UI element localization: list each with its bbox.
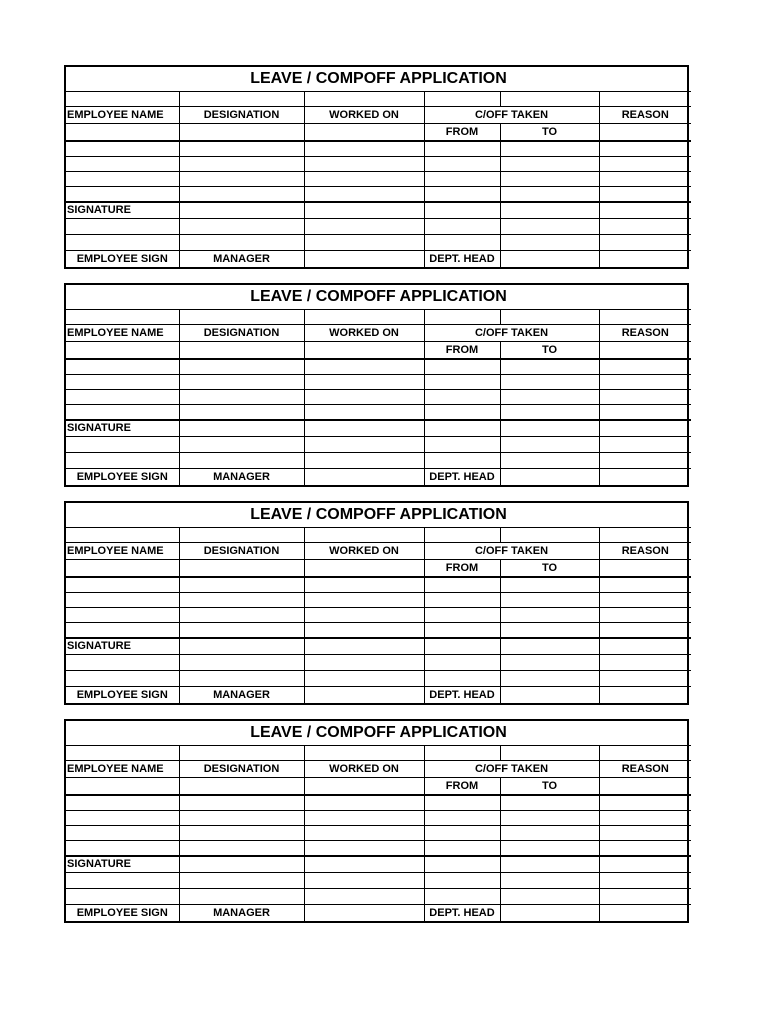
signature-cell[interactable] bbox=[500, 670, 599, 686]
signature-cell[interactable] bbox=[66, 218, 179, 234]
header-designation: DESIGNATION bbox=[179, 325, 304, 342]
signature-cell[interactable] bbox=[179, 218, 304, 234]
entry-cell[interactable] bbox=[304, 359, 424, 374]
entry-cell[interactable] bbox=[304, 826, 424, 841]
signature-cell[interactable] bbox=[599, 218, 691, 234]
signature-cell[interactable] bbox=[599, 872, 691, 888]
header-to: TO bbox=[500, 342, 599, 359]
signature-cell[interactable] bbox=[304, 872, 424, 888]
signature-cell[interactable] bbox=[500, 654, 599, 670]
entry-cell[interactable] bbox=[66, 795, 179, 810]
entry-cell[interactable] bbox=[66, 577, 179, 592]
header-reason: REASON bbox=[599, 543, 691, 560]
worked-on-cell[interactable] bbox=[304, 124, 424, 141]
footer-dept-head: DEPT. HEAD bbox=[424, 905, 500, 921]
header-designation: DESIGNATION bbox=[179, 543, 304, 560]
signature-cell[interactable] bbox=[424, 234, 500, 250]
entry-cell[interactable] bbox=[500, 405, 599, 420]
entry-cell[interactable] bbox=[66, 592, 179, 607]
form-grid bbox=[66, 67, 691, 267]
entry-cell[interactable] bbox=[599, 141, 691, 156]
entry-cell[interactable] bbox=[424, 810, 500, 825]
signature-cell[interactable] bbox=[179, 436, 304, 452]
entry-cell[interactable] bbox=[304, 390, 424, 405]
entry-cell[interactable] bbox=[599, 577, 691, 592]
entry-cell[interactable] bbox=[179, 795, 304, 810]
signature-cell[interactable] bbox=[500, 436, 599, 452]
footer-employee-sign: EMPLOYEE SIGN bbox=[66, 687, 179, 703]
entry-cell[interactable] bbox=[66, 187, 179, 202]
signature-cell[interactable] bbox=[500, 452, 599, 468]
entry-cell[interactable] bbox=[599, 623, 691, 638]
header-designation: DESIGNATION bbox=[179, 107, 304, 124]
entry-cell[interactable] bbox=[500, 390, 599, 405]
signature-cell[interactable] bbox=[304, 888, 424, 904]
signature-label: SIGNATURE bbox=[66, 638, 179, 654]
reason-cell[interactable] bbox=[599, 778, 691, 795]
entry-cell[interactable] bbox=[179, 374, 304, 389]
worked-on-cell[interactable] bbox=[304, 560, 424, 577]
reason-cell[interactable] bbox=[599, 342, 691, 359]
signature-cell[interactable] bbox=[500, 218, 599, 234]
header-from: FROM bbox=[424, 124, 500, 141]
signature-cell[interactable] bbox=[599, 888, 691, 904]
entry-cell[interactable] bbox=[599, 405, 691, 420]
entry-cell[interactable] bbox=[424, 826, 500, 841]
entry-cell[interactable] bbox=[424, 390, 500, 405]
entry-cell[interactable] bbox=[304, 577, 424, 592]
entry-cell[interactable] bbox=[304, 141, 424, 156]
entry-cell[interactable] bbox=[424, 187, 500, 202]
entry-cell[interactable] bbox=[599, 156, 691, 171]
entry-cell[interactable] bbox=[179, 592, 304, 607]
entry-cell[interactable] bbox=[599, 608, 691, 623]
employee-name-cell[interactable] bbox=[66, 342, 179, 359]
entry-cell[interactable] bbox=[500, 608, 599, 623]
signature-cell[interactable] bbox=[179, 654, 304, 670]
header-reason: REASON bbox=[599, 761, 691, 778]
entry-cell[interactable] bbox=[179, 608, 304, 623]
entry-cell[interactable] bbox=[179, 810, 304, 825]
header-coff-taken: C/OFF TAKEN bbox=[424, 761, 599, 778]
entry-cell[interactable] bbox=[66, 405, 179, 420]
signature-cell[interactable] bbox=[599, 654, 691, 670]
entry-cell[interactable] bbox=[500, 359, 599, 374]
form-title: LEAVE / COMPOFF APPLICATION bbox=[66, 503, 691, 527]
header-from: FROM bbox=[424, 342, 500, 359]
entry-cell[interactable] bbox=[304, 172, 424, 187]
worked-on-cell[interactable] bbox=[304, 342, 424, 359]
entry-cell[interactable] bbox=[424, 156, 500, 171]
form-title: LEAVE / COMPOFF APPLICATION bbox=[66, 67, 691, 91]
entry-cell[interactable] bbox=[66, 623, 179, 638]
entry-cell[interactable] bbox=[599, 810, 691, 825]
entry-cell[interactable] bbox=[66, 374, 179, 389]
footer-dept-head: DEPT. HEAD bbox=[424, 687, 500, 703]
entry-cell[interactable] bbox=[599, 826, 691, 841]
entry-cell[interactable] bbox=[500, 374, 599, 389]
signature-cell[interactable] bbox=[304, 654, 424, 670]
entry-cell[interactable] bbox=[424, 374, 500, 389]
signature-cell[interactable] bbox=[179, 452, 304, 468]
header-coff-taken: C/OFF TAKEN bbox=[424, 107, 599, 124]
signature-cell[interactable] bbox=[179, 234, 304, 250]
signature-cell[interactable] bbox=[424, 218, 500, 234]
header-to: TO bbox=[500, 778, 599, 795]
signature-label: SIGNATURE bbox=[66, 420, 179, 436]
entry-cell[interactable] bbox=[500, 172, 599, 187]
header-coff-taken: C/OFF TAKEN bbox=[424, 325, 599, 342]
entry-cell[interactable] bbox=[500, 810, 599, 825]
designation-cell[interactable] bbox=[179, 560, 304, 577]
entry-cell[interactable] bbox=[500, 623, 599, 638]
entry-cell[interactable] bbox=[304, 405, 424, 420]
header-worked-on: WORKED ON bbox=[304, 325, 424, 342]
footer-manager: MANAGER bbox=[179, 905, 304, 921]
header-worked-on: WORKED ON bbox=[304, 543, 424, 560]
signature-cell[interactable] bbox=[179, 670, 304, 686]
form-grid bbox=[66, 503, 691, 703]
footer-employee-sign: EMPLOYEE SIGN bbox=[66, 905, 179, 921]
signature-cell[interactable] bbox=[424, 670, 500, 686]
entry-cell[interactable] bbox=[424, 172, 500, 187]
entry-cell[interactable] bbox=[500, 187, 599, 202]
reason-cell[interactable] bbox=[599, 560, 691, 577]
entry-cell[interactable] bbox=[599, 172, 691, 187]
entry-cell[interactable] bbox=[599, 592, 691, 607]
leave-form-4 bbox=[64, 719, 689, 923]
signature-label: SIGNATURE bbox=[66, 202, 179, 218]
signature-cell[interactable] bbox=[424, 872, 500, 888]
entry-cell[interactable] bbox=[66, 608, 179, 623]
header-to: TO bbox=[500, 560, 599, 577]
header-reason: REASON bbox=[599, 107, 691, 124]
form-title: LEAVE / COMPOFF APPLICATION bbox=[66, 721, 691, 745]
worked-on-cell[interactable] bbox=[304, 778, 424, 795]
entry-cell[interactable] bbox=[179, 826, 304, 841]
entry-cell[interactable] bbox=[500, 141, 599, 156]
reason-cell[interactable] bbox=[599, 124, 691, 141]
signature-cell[interactable] bbox=[179, 872, 304, 888]
signature-cell[interactable] bbox=[304, 234, 424, 250]
signature-cell[interactable] bbox=[424, 654, 500, 670]
header-from: FROM bbox=[424, 560, 500, 577]
footer-manager: MANAGER bbox=[179, 469, 304, 485]
designation-cell[interactable] bbox=[179, 778, 304, 795]
footer-dept-head: DEPT. HEAD bbox=[424, 251, 500, 267]
entry-cell[interactable] bbox=[599, 187, 691, 202]
entry-cell[interactable] bbox=[179, 359, 304, 374]
entry-cell[interactable] bbox=[500, 156, 599, 171]
form-grid bbox=[66, 721, 691, 921]
entry-cell[interactable] bbox=[66, 172, 179, 187]
entry-cell[interactable] bbox=[424, 623, 500, 638]
entry-cell[interactable] bbox=[66, 359, 179, 374]
entry-cell[interactable] bbox=[424, 592, 500, 607]
entry-cell[interactable] bbox=[424, 608, 500, 623]
entry-cell[interactable] bbox=[304, 187, 424, 202]
employee-name-cell[interactable] bbox=[66, 124, 179, 141]
signature-cell[interactable] bbox=[66, 872, 179, 888]
entry-cell[interactable] bbox=[304, 608, 424, 623]
entry-cell[interactable] bbox=[500, 795, 599, 810]
signature-cell[interactable] bbox=[66, 654, 179, 670]
signature-cell[interactable] bbox=[66, 436, 179, 452]
entry-cell[interactable] bbox=[304, 156, 424, 171]
signature-cell[interactable] bbox=[599, 234, 691, 250]
form-title: LEAVE / COMPOFF APPLICATION bbox=[66, 285, 691, 309]
entry-cell[interactable] bbox=[179, 577, 304, 592]
signature-cell[interactable] bbox=[424, 888, 500, 904]
entry-cell[interactable] bbox=[599, 359, 691, 374]
signature-cell[interactable] bbox=[304, 452, 424, 468]
footer-employee-sign: EMPLOYEE SIGN bbox=[66, 251, 179, 267]
employee-name-cell[interactable] bbox=[66, 778, 179, 795]
signature-cell[interactable] bbox=[304, 436, 424, 452]
employee-name-cell[interactable] bbox=[66, 560, 179, 577]
header-employee-name: EMPLOYEE NAME bbox=[66, 325, 179, 342]
header-coff-taken: C/OFF TAKEN bbox=[424, 543, 599, 560]
form-grid bbox=[66, 285, 691, 485]
header-reason: REASON bbox=[599, 325, 691, 342]
header-to: TO bbox=[500, 124, 599, 141]
entry-cell[interactable] bbox=[66, 826, 179, 841]
entry-cell[interactable] bbox=[500, 577, 599, 592]
entry-cell[interactable] bbox=[424, 841, 500, 856]
entry-cell[interactable] bbox=[66, 390, 179, 405]
entry-cell[interactable] bbox=[424, 359, 500, 374]
entry-cell[interactable] bbox=[500, 592, 599, 607]
entry-cell[interactable] bbox=[424, 405, 500, 420]
entry-cell[interactable] bbox=[304, 841, 424, 856]
entry-cell[interactable] bbox=[179, 156, 304, 171]
header-worked-on: WORKED ON bbox=[304, 761, 424, 778]
signature-cell[interactable] bbox=[66, 452, 179, 468]
entry-cell[interactable] bbox=[304, 810, 424, 825]
entry-cell[interactable] bbox=[66, 841, 179, 856]
entry-cell[interactable] bbox=[304, 374, 424, 389]
signature-cell[interactable] bbox=[500, 888, 599, 904]
signature-cell[interactable] bbox=[599, 670, 691, 686]
signature-cell[interactable] bbox=[500, 234, 599, 250]
signature-label: SIGNATURE bbox=[66, 856, 179, 872]
footer-manager: MANAGER bbox=[179, 251, 304, 267]
signature-cell[interactable] bbox=[304, 670, 424, 686]
signature-cell[interactable] bbox=[66, 670, 179, 686]
entry-cell[interactable] bbox=[66, 156, 179, 171]
entry-cell[interactable] bbox=[179, 172, 304, 187]
signature-cell[interactable] bbox=[500, 872, 599, 888]
leave-form-1 bbox=[64, 65, 689, 269]
signature-cell[interactable] bbox=[66, 234, 179, 250]
entry-cell[interactable] bbox=[500, 841, 599, 856]
entry-cell[interactable] bbox=[179, 623, 304, 638]
signature-cell[interactable] bbox=[424, 436, 500, 452]
entry-cell[interactable] bbox=[424, 577, 500, 592]
footer-employee-sign: EMPLOYEE SIGN bbox=[66, 469, 179, 485]
footer-manager: MANAGER bbox=[179, 687, 304, 703]
entry-cell[interactable] bbox=[66, 141, 179, 156]
footer-dept-head: DEPT. HEAD bbox=[424, 469, 500, 485]
entry-cell[interactable] bbox=[500, 826, 599, 841]
designation-cell[interactable] bbox=[179, 342, 304, 359]
entry-cell[interactable] bbox=[304, 592, 424, 607]
header-from: FROM bbox=[424, 778, 500, 795]
entry-cell[interactable] bbox=[599, 374, 691, 389]
leave-form-3 bbox=[64, 501, 689, 705]
entry-cell[interactable] bbox=[179, 141, 304, 156]
header-designation: DESIGNATION bbox=[179, 761, 304, 778]
entry-cell[interactable] bbox=[599, 390, 691, 405]
signature-cell[interactable] bbox=[599, 452, 691, 468]
entry-cell[interactable] bbox=[179, 187, 304, 202]
designation-cell[interactable] bbox=[179, 124, 304, 141]
header-employee-name: EMPLOYEE NAME bbox=[66, 761, 179, 778]
entry-cell[interactable] bbox=[304, 623, 424, 638]
entry-cell[interactable] bbox=[424, 141, 500, 156]
signature-cell[interactable] bbox=[424, 452, 500, 468]
entry-cell[interactable] bbox=[179, 405, 304, 420]
entry-cell[interactable] bbox=[599, 795, 691, 810]
header-employee-name: EMPLOYEE NAME bbox=[66, 107, 179, 124]
entry-cell[interactable] bbox=[424, 795, 500, 810]
signature-cell[interactable] bbox=[179, 888, 304, 904]
signature-cell[interactable] bbox=[599, 436, 691, 452]
signature-cell[interactable] bbox=[304, 218, 424, 234]
entry-cell[interactable] bbox=[179, 390, 304, 405]
entry-cell[interactable] bbox=[304, 795, 424, 810]
entry-cell[interactable] bbox=[179, 841, 304, 856]
header-employee-name: EMPLOYEE NAME bbox=[66, 543, 179, 560]
entry-cell[interactable] bbox=[599, 841, 691, 856]
leave-form-2 bbox=[64, 283, 689, 487]
signature-cell[interactable] bbox=[66, 888, 179, 904]
header-worked-on: WORKED ON bbox=[304, 107, 424, 124]
entry-cell[interactable] bbox=[66, 810, 179, 825]
